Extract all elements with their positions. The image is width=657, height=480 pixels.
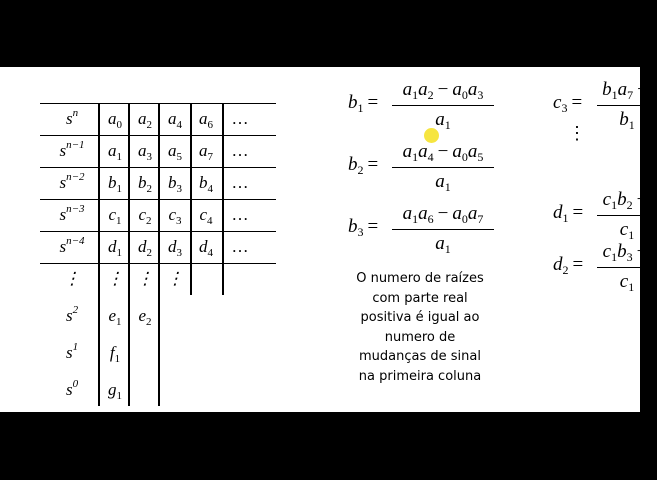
pointer-highlight bbox=[424, 128, 439, 143]
routh-coefficient: $c_2$ bbox=[138, 205, 152, 227]
routh-power-label: $s^n$ bbox=[65, 107, 79, 128]
routh-coefficient: $d_4$ bbox=[199, 237, 213, 259]
routh-coefficient: $b_3$ bbox=[168, 173, 182, 195]
routh-coefficient: $d_1$ bbox=[108, 237, 122, 259]
routh-ellipsis: … bbox=[231, 109, 249, 128]
routh-power-label: $s^{n-3}$ bbox=[59, 203, 85, 224]
slide bbox=[0, 67, 648, 412]
fraction-bar bbox=[392, 167, 494, 168]
note-line: O numero de raízes bbox=[356, 271, 484, 286]
fraction-bar bbox=[392, 105, 494, 106]
routh-coefficient: $g_1$ bbox=[108, 380, 122, 402]
formula-numerator: $b_1a_7$ − bbox=[602, 79, 648, 102]
routh-coefficient: $e_2$ bbox=[138, 306, 152, 328]
routh-coefficient: $c_3$ bbox=[168, 205, 182, 227]
routh-coefficient: $b_1$ bbox=[108, 173, 122, 195]
routh-coefficient: $a_4$ bbox=[168, 109, 182, 131]
routh-coefficient: $b_2$ bbox=[138, 173, 152, 195]
note-line: na primeira coluna bbox=[358, 368, 482, 384]
formula-numerator: $a_1a_4 - a_0a_5$ bbox=[402, 141, 484, 164]
routh-power-label: $s^0$ bbox=[65, 378, 79, 399]
routh-column-divider bbox=[222, 103, 224, 295]
formula-lhs: $b_2$ = bbox=[348, 154, 379, 177]
routh-coefficient: ⋮ bbox=[136, 269, 154, 288]
routh-coefficient: $d_3$ bbox=[168, 237, 182, 259]
note-line: numero de bbox=[384, 329, 456, 345]
formula-denominator: $c_1$ bbox=[619, 271, 635, 294]
formula-lhs: $d_1$ = bbox=[553, 202, 584, 225]
formula-denominator: $b_1$ bbox=[619, 109, 635, 132]
formula-numerator: $a_1a_2 - a_0a_3$ bbox=[402, 79, 484, 102]
routh-coefficient: $a_7$ bbox=[199, 141, 213, 163]
routh-power-label: $s^{n-4}$ bbox=[59, 235, 85, 256]
routh-coefficient: $a_5$ bbox=[168, 141, 182, 163]
routh-ellipsis: … bbox=[231, 205, 249, 224]
note-text bbox=[340, 269, 500, 386]
formula-lhs: $d_2$ = bbox=[553, 254, 584, 277]
note-line: com parte real bbox=[372, 290, 468, 306]
note-line: positiva é igual ao bbox=[360, 310, 480, 325]
routh-column-divider bbox=[190, 103, 192, 295]
routh-coefficient: $e_1$ bbox=[108, 306, 122, 328]
routh-power-label: $s^{n-1}$ bbox=[59, 139, 85, 160]
routh-coefficient: $f_1$ bbox=[109, 343, 121, 365]
formula-denominator: $a_1$ bbox=[435, 171, 451, 194]
vertical-ellipsis: ⋮ bbox=[568, 123, 586, 143]
formula-numerator: $c_1b_3$ − bbox=[602, 241, 648, 264]
routh-column-divider bbox=[158, 103, 160, 406]
formula-denominator: $a_1$ bbox=[435, 109, 451, 132]
routh-coefficient: $a_6$ bbox=[199, 109, 213, 131]
formula-numerator: $a_1a_6 - a_0a_7$ bbox=[402, 203, 484, 226]
routh-coefficient: $a_2$ bbox=[138, 109, 152, 131]
routh-coefficient: $c_4$ bbox=[199, 205, 213, 227]
fraction-bar bbox=[392, 229, 494, 230]
note-line: mudanças de sinal bbox=[359, 349, 481, 364]
routh-coefficient: $a_3$ bbox=[138, 141, 152, 163]
routh-coefficient: $c_1$ bbox=[108, 205, 122, 227]
routh-coefficient: $a_0$ bbox=[108, 109, 122, 131]
formula-lhs: $c_3$ = bbox=[553, 92, 583, 115]
routh-ellipsis: … bbox=[231, 237, 249, 256]
formula-lhs: $b_3$ = bbox=[348, 216, 379, 239]
formula-denominator: $c_1$ bbox=[619, 219, 635, 242]
routh-power-label: ⋮ bbox=[63, 269, 81, 288]
routh-coefficient: $b_4$ bbox=[199, 173, 213, 195]
routh-ellipsis: … bbox=[231, 141, 249, 160]
fraction-bar bbox=[597, 215, 657, 216]
routh-coefficient: $a_1$ bbox=[108, 141, 122, 163]
routh-column-divider bbox=[128, 103, 130, 406]
formula-lhs: $b_1$ = bbox=[348, 92, 379, 115]
fraction-bar bbox=[597, 267, 657, 268]
formula-numerator: $c_1b_2$ − bbox=[602, 189, 648, 212]
routh-power-label: $s^{n-2}$ bbox=[59, 171, 85, 192]
routh-ellipsis: … bbox=[231, 173, 249, 192]
routh-power-label: $s^2$ bbox=[65, 304, 79, 325]
routh-coefficient: ⋮ bbox=[106, 269, 124, 288]
routh-power-label: $s^1$ bbox=[65, 341, 79, 362]
routh-coefficient: $d_2$ bbox=[138, 237, 152, 259]
formula-denominator: $a_1$ bbox=[435, 233, 451, 256]
routh-coefficient: ⋮ bbox=[166, 269, 184, 288]
fraction-bar bbox=[597, 105, 657, 106]
routh-column-divider bbox=[98, 103, 100, 406]
routh-table bbox=[40, 103, 276, 412]
